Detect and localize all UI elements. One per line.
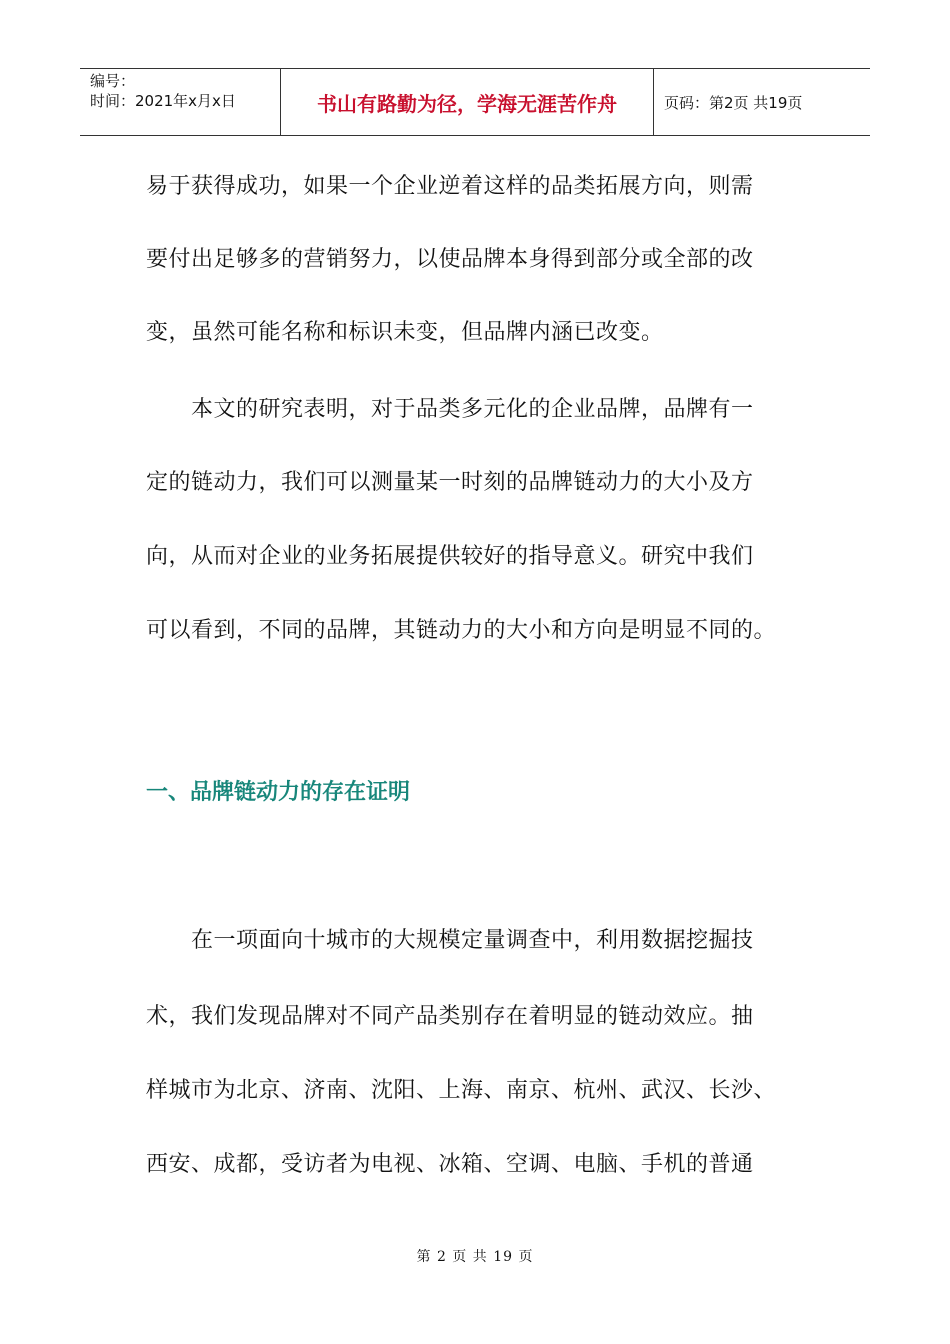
slogan-text: 书山有路勤为径，学海无涯苦作舟 — [317, 91, 617, 116]
text-line: 易于获得成功，如果一个企业逆着这样的品类拓展方向，则需 — [146, 174, 754, 199]
header-slogan — [281, 69, 654, 135]
text-line: 变，虽然可能名称和标识未变，但品牌内涵已改变。 — [146, 320, 664, 345]
serial-label: 编号： — [90, 72, 136, 90]
time-label: 时间：2021年x月x日 — [90, 92, 236, 110]
header-page-info — [654, 69, 870, 135]
page-header — [80, 68, 870, 136]
page-info-text: 页码：第2页 共19页 — [664, 93, 803, 112]
text-line: 要付出足够多的营销努力，以使品牌本身得到部分或全部的改 — [146, 247, 754, 272]
header-meta — [80, 69, 281, 135]
text-line: 本文的研究表明，对于品类多元化的企业品牌，品牌有一 — [146, 397, 754, 422]
section-heading: 一、品牌链动力的存在证明 — [146, 780, 411, 805]
text-line: 向，从而对企业的业务拓展提供较好的指导意义。研究中我们 — [146, 544, 754, 569]
text-line: 定的链动力，我们可以测量某一时刻的品牌链动力的大小及方 — [146, 470, 754, 495]
text-line: 在一项面向十城市的大规模定量调查中，利用数据挖掘技 — [146, 928, 754, 953]
text-line: 西安、成都，受访者为电视、冰箱、空调、电脑、手机的普通 — [146, 1152, 754, 1177]
text-line: 术，我们发现品牌对不同产品类别存在着明显的链动效应。抽 — [146, 1004, 754, 1029]
text-line: 样城市为北京、济南、沈阳、上海、南京、杭州、武汉、长沙、 — [146, 1078, 777, 1103]
text-line: 可以看到，不同的品牌，其链动力的大小和方向是明显不同的。 — [146, 618, 777, 643]
page-footer: 第 2 页 共 19 页 — [416, 1249, 534, 1265]
